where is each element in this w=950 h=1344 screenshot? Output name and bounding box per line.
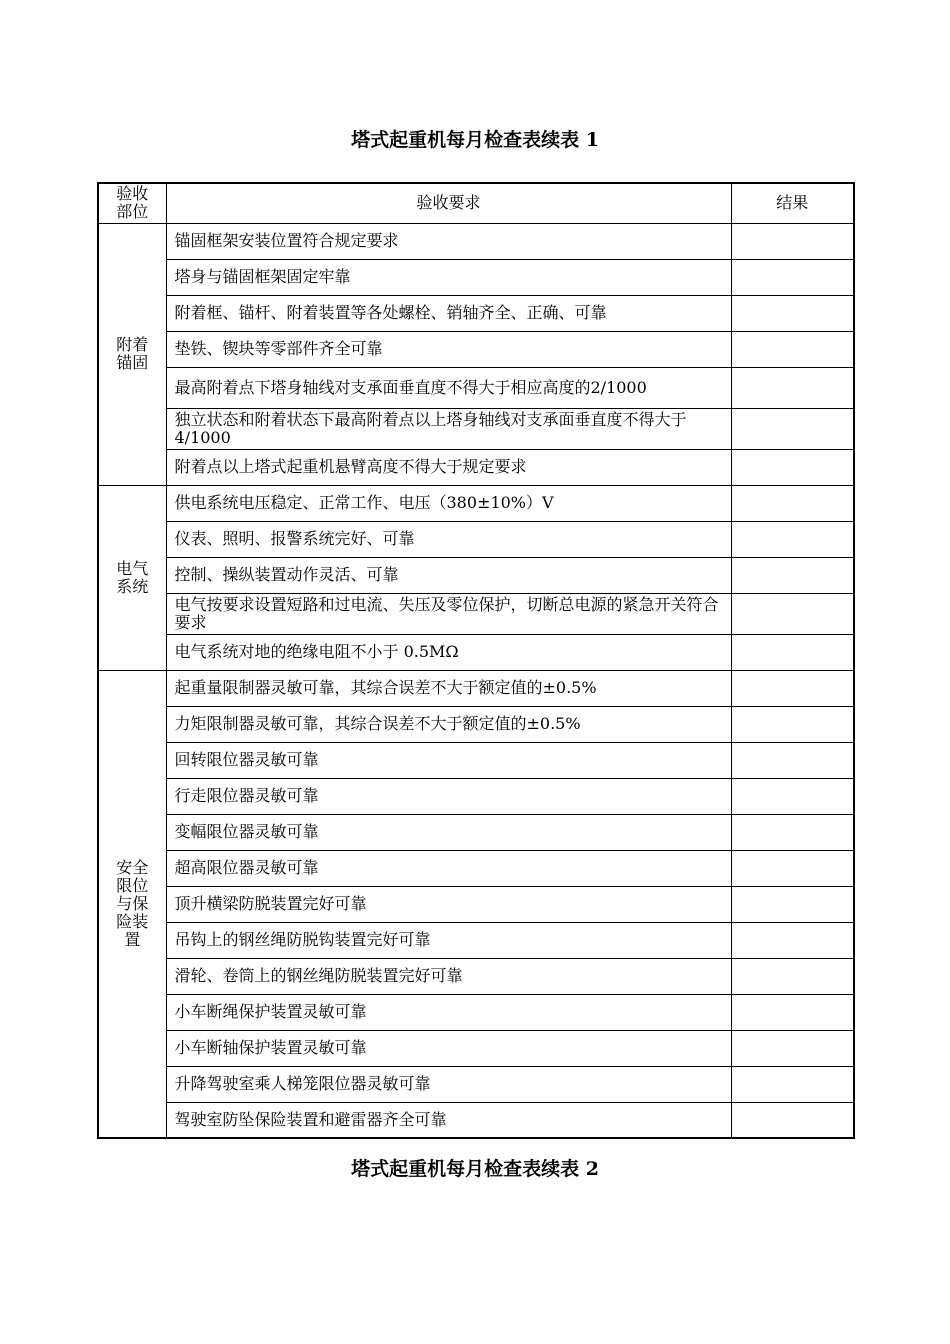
table-row bbox=[98, 922, 854, 958]
header-requirement: 验收要求 bbox=[166, 183, 731, 223]
page-title: 塔式起重机每月检查表续表 1 bbox=[351, 129, 599, 151]
result-cell[interactable] bbox=[731, 259, 854, 295]
table-row bbox=[98, 634, 854, 670]
result-cell[interactable] bbox=[731, 1066, 854, 1102]
inspection-table bbox=[97, 182, 855, 1139]
table-row bbox=[98, 521, 854, 557]
requirement-cell: 仪表、照明、报警系统完好、可靠 bbox=[166, 521, 731, 557]
table-row bbox=[98, 886, 854, 922]
requirement-cell: 驾驶室防坠保险装置和避雷器齐全可靠 bbox=[166, 1102, 731, 1138]
requirement-cell: 供电系统电压稳定、正常工作、电压（380±10%）V bbox=[166, 485, 731, 521]
result-cell[interactable] bbox=[731, 331, 854, 367]
result-cell[interactable] bbox=[731, 634, 854, 670]
result-cell[interactable] bbox=[731, 367, 854, 408]
result-cell[interactable] bbox=[731, 994, 854, 1030]
result-cell[interactable] bbox=[731, 485, 854, 521]
requirement-cell: 变幅限位器灵敏可靠 bbox=[166, 814, 731, 850]
requirement-cell: 超高限位器灵敏可靠 bbox=[166, 850, 731, 886]
table-row bbox=[98, 259, 854, 295]
table-row bbox=[98, 331, 854, 367]
table-row bbox=[98, 367, 854, 408]
requirement-cell: 附着框、锚杆、附着装置等各处螺栓、销轴齐全、正确、可靠 bbox=[166, 295, 731, 331]
table-row bbox=[98, 295, 854, 331]
requirement-cell: 顶升横梁防脱装置完好可靠 bbox=[166, 886, 731, 922]
requirement-cell: 小车断轴保护装置灵敏可靠 bbox=[166, 1030, 731, 1066]
result-cell[interactable] bbox=[731, 449, 854, 485]
requirement-cell: 小车断绳保护装置灵敏可靠 bbox=[166, 994, 731, 1030]
result-cell[interactable] bbox=[731, 223, 854, 259]
result-cell[interactable] bbox=[731, 886, 854, 922]
result-cell[interactable] bbox=[731, 408, 854, 449]
table-row bbox=[98, 557, 854, 593]
result-cell[interactable] bbox=[731, 670, 854, 706]
requirement-cell: 回转限位器灵敏可靠 bbox=[166, 742, 731, 778]
header-result: 结果 bbox=[731, 183, 854, 223]
table-row bbox=[98, 706, 854, 742]
result-cell[interactable] bbox=[731, 521, 854, 557]
category-cell: 电气 系统 bbox=[98, 485, 166, 670]
requirement-cell: 起重量限制器灵敏可靠，其综合误差不大于额定值的±0.5% bbox=[166, 670, 731, 706]
requirement-cell: 垫铁、锲块等零部件齐全可靠 bbox=[166, 331, 731, 367]
table-row bbox=[98, 485, 854, 521]
table-row bbox=[98, 408, 854, 449]
requirement-cell: 滑轮、卷筒上的钢丝绳防脱装置完好可靠 bbox=[166, 958, 731, 994]
result-cell[interactable] bbox=[731, 593, 854, 634]
table-row bbox=[98, 449, 854, 485]
requirement-cell: 独立状态和附着状态下最高附着点以上塔身轴线对支承面垂直度不得大于 4/1000 bbox=[166, 408, 731, 449]
result-cell[interactable] bbox=[731, 1030, 854, 1066]
result-cell[interactable] bbox=[731, 922, 854, 958]
result-cell[interactable] bbox=[731, 958, 854, 994]
requirement-cell: 电气按要求设置短路和过电流、失压及零位保护，切断总电源的紧急开关符合要求 bbox=[166, 593, 731, 634]
requirement-cell: 行走限位器灵敏可靠 bbox=[166, 778, 731, 814]
requirement-cell: 最高附着点下塔身轴线对支承面垂直度不得大于相应高度的2/1000 bbox=[166, 367, 731, 408]
result-cell[interactable] bbox=[731, 706, 854, 742]
table-row bbox=[98, 1102, 854, 1138]
result-cell[interactable] bbox=[731, 850, 854, 886]
table-row bbox=[98, 778, 854, 814]
result-cell[interactable] bbox=[731, 742, 854, 778]
continuation-title: 塔式起重机每月检查表续表 2 bbox=[351, 1158, 599, 1180]
table-row bbox=[98, 994, 854, 1030]
category-cell: 安全 限位 与保 险装 置 bbox=[98, 670, 166, 1138]
table-row bbox=[98, 670, 854, 706]
table-row bbox=[98, 958, 854, 994]
table-row bbox=[98, 742, 854, 778]
result-cell[interactable] bbox=[731, 814, 854, 850]
table-row bbox=[98, 814, 854, 850]
requirement-cell: 锚固框架安装位置符合规定要求 bbox=[166, 223, 731, 259]
requirement-cell: 控制、操纵装置动作灵活、可靠 bbox=[166, 557, 731, 593]
category-cell: 附着 锚固 bbox=[98, 223, 166, 485]
requirement-cell: 附着点以上塔式起重机悬臂高度不得大于规定要求 bbox=[166, 449, 731, 485]
result-cell[interactable] bbox=[731, 1102, 854, 1138]
table-row bbox=[98, 593, 854, 634]
table-row bbox=[98, 223, 854, 259]
table-row bbox=[98, 1066, 854, 1102]
requirement-cell: 力矩限制器灵敏可靠，其综合误差不大于额定值的±0.5% bbox=[166, 706, 731, 742]
requirement-cell: 电气系统对地的绝缘电阻不小于 0.5MΩ bbox=[166, 634, 731, 670]
header-part: 验收 部位 bbox=[98, 183, 166, 223]
requirement-cell: 吊钩上的钢丝绳防脱钩装置完好可靠 bbox=[166, 922, 731, 958]
requirement-cell: 塔身与锚固框架固定牢靠 bbox=[166, 259, 731, 295]
table-header-row bbox=[98, 183, 854, 223]
result-cell[interactable] bbox=[731, 557, 854, 593]
result-cell[interactable] bbox=[731, 778, 854, 814]
table-row bbox=[98, 850, 854, 886]
table-row bbox=[98, 1030, 854, 1066]
result-cell[interactable] bbox=[731, 295, 854, 331]
requirement-cell: 升降驾驶室乘人梯笼限位器灵敏可靠 bbox=[166, 1066, 731, 1102]
